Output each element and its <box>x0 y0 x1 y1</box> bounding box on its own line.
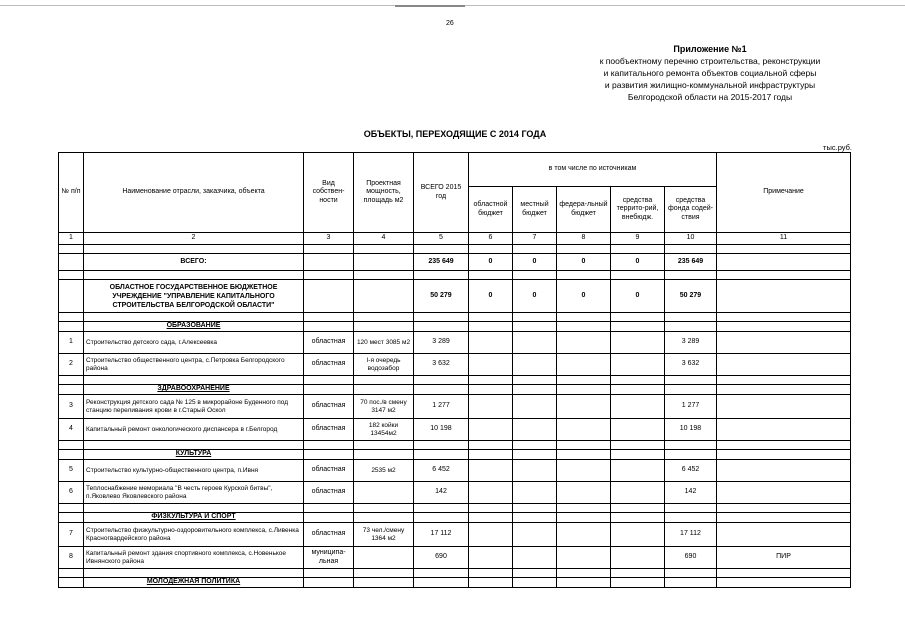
row-name: Капитальный ремонт онкологического диспансера в г.Белгород <box>84 419 304 441</box>
row-fund: 3 632 <box>665 354 717 376</box>
customer-local: 0 <box>513 280 557 313</box>
table-row <box>59 523 851 547</box>
spacer-row <box>59 376 851 385</box>
customer-label: ОБЛАСТНОЕ ГОСУДАРСТВЕННОЕ БЮДЖЕТНОЕ УЧРЕЖДЕНИЕ "УПРАВЛЕНИЕ КАПИТАЛЬНОГО СТРОИТЕЛЬСТВА БЕЛГОРОДСКОЙ ОБЛАСТИ" <box>84 280 304 313</box>
table-row <box>59 332 851 354</box>
header-fund: средства фонда содей-ствия <box>665 187 717 233</box>
row-territorial <box>611 547 665 569</box>
customer-federal: 0 <box>557 280 611 313</box>
section-title: ОБЪЕКТЫ, ПЕРЕХОДЯЩИЕ С 2014 ГОДА <box>363 129 547 139</box>
section-header-title: ФИЗКУЛЬТУРА И СПОРТ <box>84 513 304 523</box>
header-note: Примечание <box>717 153 851 233</box>
row-ownership: областная <box>304 395 354 419</box>
row-local <box>513 482 557 504</box>
row-fund: 17 112 <box>665 523 717 547</box>
col-number: 3 <box>304 233 354 245</box>
row-territorial <box>611 395 665 419</box>
row-number: 7 <box>59 523 84 547</box>
customer-regional: 0 <box>469 280 513 313</box>
appendix-title: Приложение №1 <box>673 44 747 54</box>
column-number-row <box>59 233 851 245</box>
table-row <box>59 482 851 504</box>
objects-table <box>58 152 851 588</box>
row-name: Строительство физкультурно-оздоровительного комплекса, с.Ливенка Красногвардейского района <box>84 523 304 547</box>
row-capacity <box>354 547 414 569</box>
row-federal <box>557 523 611 547</box>
row-total: 142 <box>414 482 469 504</box>
row-note <box>717 354 851 376</box>
total-federal: 0 <box>557 254 611 271</box>
page-number: 26 <box>446 20 454 27</box>
header-ownership: Вид собствен-ности <box>304 153 354 233</box>
appendix-header <box>560 43 860 103</box>
row-total: 1 277 <box>414 395 469 419</box>
row-local <box>513 395 557 419</box>
col-number: 10 <box>665 233 717 245</box>
header-federal: федера-льный бюджет <box>557 187 611 233</box>
unit-label: тыс.руб. <box>823 143 852 152</box>
col-number: 1 <box>59 233 84 245</box>
row-capacity: 182 койки 13454м2 <box>354 419 414 441</box>
customer-row <box>59 280 851 313</box>
row-number: 5 <box>59 460 84 482</box>
total-label: ВСЕГО: <box>84 254 304 271</box>
row-ownership: областная <box>304 354 354 376</box>
row-local <box>513 419 557 441</box>
section-header-title: КУЛЬТУРА <box>84 450 304 460</box>
row-capacity: I-я очередь водозабор <box>354 354 414 376</box>
appendix-line: Белгородской области на 2015-2017 годы <box>627 92 793 102</box>
row-fund: 3 289 <box>665 332 717 354</box>
row-name: Строительство культурно-общественного центра, п.Ивня <box>84 460 304 482</box>
row-ownership: областная <box>304 419 354 441</box>
row-ownership: областная <box>304 482 354 504</box>
row-name: Капитальный ремонт здания спортивного комплекса, с.Новенькое Ивнянского района <box>84 547 304 569</box>
row-fund: 6 452 <box>665 460 717 482</box>
appendix-line: к пообъектному перечню строительства, реконструкции <box>599 56 821 66</box>
row-total: 690 <box>414 547 469 569</box>
row-federal <box>557 482 611 504</box>
row-total: 3 632 <box>414 354 469 376</box>
row-territorial <box>611 419 665 441</box>
spacer-row <box>59 245 851 254</box>
row-ownership: областная <box>304 332 354 354</box>
row-territorial <box>611 460 665 482</box>
table-row <box>59 354 851 376</box>
row-note <box>717 332 851 354</box>
col-number: 2 <box>84 233 304 245</box>
row-capacity: 70 пос./в смену 3147 м2 <box>354 395 414 419</box>
row-regional <box>469 547 513 569</box>
customer-fund: 50 279 <box>665 280 717 313</box>
row-ownership: областная <box>304 523 354 547</box>
section-header-title: ЗДРАВООХРАНЕНИЕ <box>84 385 304 395</box>
col-number: 7 <box>513 233 557 245</box>
spacer-row <box>59 271 851 280</box>
row-total: 3 289 <box>414 332 469 354</box>
spacer-row <box>59 313 851 322</box>
row-fund: 10 198 <box>665 419 717 441</box>
row-ownership: муниципа-льная <box>304 547 354 569</box>
total-local: 0 <box>513 254 557 271</box>
col-number: 11 <box>717 233 851 245</box>
table-body <box>59 233 851 588</box>
customer-total: 50 279 <box>414 280 469 313</box>
header-local: местный бюджет <box>513 187 557 233</box>
row-capacity <box>354 482 414 504</box>
row-federal <box>557 395 611 419</box>
row-local <box>513 354 557 376</box>
section-header-row <box>59 578 851 588</box>
header-num: № п/п <box>59 153 84 233</box>
row-capacity: 73 чел./смену 1364 м2 <box>354 523 414 547</box>
row-total: 17 112 <box>414 523 469 547</box>
row-fund: 1 277 <box>665 395 717 419</box>
row-regional <box>469 460 513 482</box>
row-fund: 690 <box>665 547 717 569</box>
row-total: 6 452 <box>414 460 469 482</box>
row-federal <box>557 332 611 354</box>
section-header-title: ОБРАЗОВАНИЕ <box>84 322 304 332</box>
row-regional <box>469 395 513 419</box>
row-capacity: 2535 м2 <box>354 460 414 482</box>
customer-territorial: 0 <box>611 280 665 313</box>
row-number: 3 <box>59 395 84 419</box>
row-territorial <box>611 482 665 504</box>
row-territorial <box>611 354 665 376</box>
table-row <box>59 395 851 419</box>
table-row <box>59 547 851 569</box>
header-name: Наименование отрасли, заказчика, объекта <box>84 153 304 233</box>
row-local <box>513 460 557 482</box>
row-name: Строительство общественного центра, с.Петровка Белгородского района <box>84 354 304 376</box>
row-territorial <box>611 332 665 354</box>
spacer-row <box>59 569 851 578</box>
row-regional <box>469 354 513 376</box>
row-number: 4 <box>59 419 84 441</box>
row-federal <box>557 460 611 482</box>
section-header-row <box>59 513 851 523</box>
row-note <box>717 523 851 547</box>
row-number: 8 <box>59 547 84 569</box>
row-local <box>513 547 557 569</box>
row-name: Реконструкция детского сада № 125 в микрорайоне Буденного под станцию переливания крови в г.Старый Оскол <box>84 395 304 419</box>
row-note: ПИР <box>717 547 851 569</box>
row-local <box>513 332 557 354</box>
total-value: 235 649 <box>414 254 469 271</box>
appendix-line: и развития жилищно-коммунальной инфраструктуры <box>604 80 816 90</box>
row-name: Теплоснабжение мемориала "В честь героев Курской битвы", п.Яковлево Яковлевского района <box>84 482 304 504</box>
spacer-row <box>59 441 851 450</box>
row-regional <box>469 332 513 354</box>
header-sources: в том числе по источникам <box>469 153 717 187</box>
col-number: 5 <box>414 233 469 245</box>
row-note <box>717 419 851 441</box>
section-header-title: МОЛОДЕЖНАЯ ПОЛИТИКА <box>84 578 304 588</box>
row-federal <box>557 419 611 441</box>
col-number: 4 <box>354 233 414 245</box>
row-regional <box>469 419 513 441</box>
spacer-row <box>59 504 851 513</box>
section-header-row <box>59 385 851 395</box>
row-note <box>717 482 851 504</box>
row-number: 2 <box>59 354 84 376</box>
section-header-row <box>59 322 851 332</box>
col-number: 8 <box>557 233 611 245</box>
col-number: 9 <box>611 233 665 245</box>
page-top-mark <box>395 5 465 7</box>
row-local <box>513 523 557 547</box>
section-header-row <box>59 450 851 460</box>
header-territorial: средства террито-рий, внебюдж. <box>611 187 665 233</box>
col-number: 6 <box>469 233 513 245</box>
row-note <box>717 460 851 482</box>
row-federal <box>557 547 611 569</box>
total-fund: 235 649 <box>665 254 717 271</box>
row-fund: 142 <box>665 482 717 504</box>
table-row <box>59 460 851 482</box>
row-total: 10 198 <box>414 419 469 441</box>
row-note <box>717 395 851 419</box>
total-regional: 0 <box>469 254 513 271</box>
row-number: 1 <box>59 332 84 354</box>
row-capacity: 120 мест 3085 м2 <box>354 332 414 354</box>
table-row <box>59 419 851 441</box>
total-territorial: 0 <box>611 254 665 271</box>
row-name: Строительство детского сада, г.Алексеевка <box>84 332 304 354</box>
header-regional: областной бюджет <box>469 187 513 233</box>
row-regional <box>469 523 513 547</box>
row-number: 6 <box>59 482 84 504</box>
row-territorial <box>611 523 665 547</box>
row-regional <box>469 482 513 504</box>
row-ownership: областная <box>304 460 354 482</box>
row-federal <box>557 354 611 376</box>
total-row <box>59 254 851 271</box>
header-total: ВСЕГО 2015 год <box>414 153 469 233</box>
header-capacity: Проектная мощность, площадь м2 <box>354 153 414 233</box>
appendix-line: и капитального ремонта объектов социальной сферы <box>603 68 817 78</box>
